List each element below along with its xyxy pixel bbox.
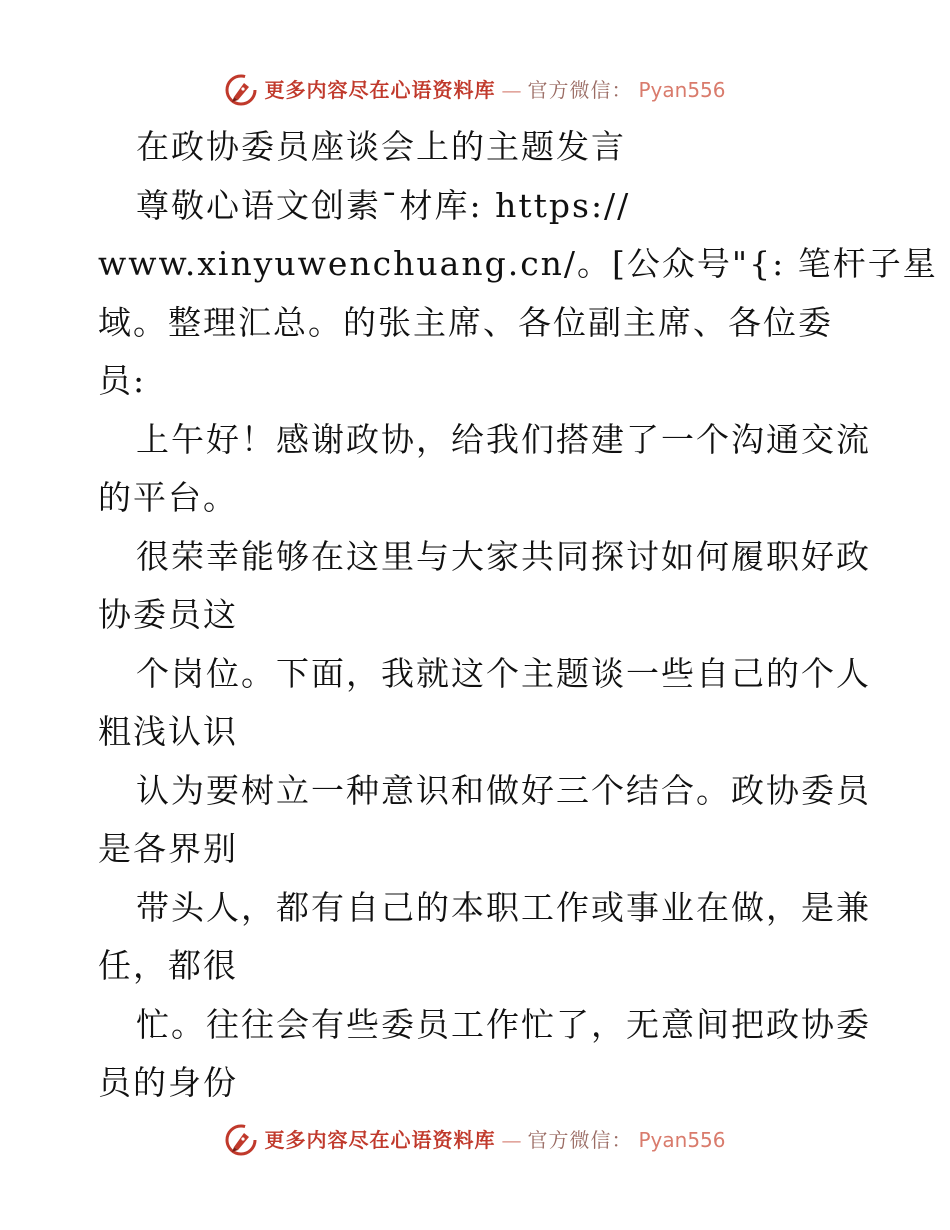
banner-wechat-id: Pyan556: [638, 1128, 726, 1152]
text-line: 协委员这: [98, 595, 238, 634]
text-line: 是各界别: [98, 829, 238, 868]
text-line: 忙。往往会有些委员工作忙了，无意间把政协委: [136, 1004, 871, 1044]
text-line: 粗浅认识: [98, 712, 238, 751]
text-line: www.xinyuwenchuang.cn/。[公众号"{: 笔杆子星: [98, 244, 938, 283]
header-banner: [0, 70, 950, 110]
banner-dash: —: [501, 78, 522, 102]
banner-wechat-label: 官方微信：: [527, 78, 633, 102]
text-line: 尊敬心语文创素¯材库: https://: [136, 185, 631, 225]
banner-wechat-label: 官方微信：: [527, 1128, 633, 1152]
pen-nib-logo-icon: [224, 73, 258, 107]
document-body: [98, 118, 938, 1113]
text-line: 很荣幸能够在这里与大家共同探讨如何履职好政: [136, 536, 871, 576]
document-title: 在政协委员座谈会上的主题发言: [136, 127, 626, 166]
text-line: 员:: [98, 361, 147, 400]
banner-wechat-id: Pyan556: [638, 78, 726, 102]
text-line: 上午好！感谢政协，给我们搭建了一个沟通交流: [136, 419, 871, 459]
text-line: 带头人，都有自己的本职工作或事业在做，是兼: [136, 887, 871, 927]
text-line: 员的身份: [98, 1063, 238, 1102]
text-line: 个岗位。下面，我就这个主题谈一些自己的个人: [136, 653, 871, 693]
banner-dash: —: [501, 1128, 522, 1152]
banner-main-text: 更多内容尽在心语资料库: [264, 1128, 496, 1152]
footer-banner-content: [224, 1123, 725, 1157]
text-line: 认为要树立一种意识和做好三个结合。政协委员: [136, 770, 871, 810]
text-line: 任，都很: [98, 946, 238, 985]
text-line: 域。整理汇总。的张主席、各位副主席、各位委: [98, 302, 833, 342]
banner-main-text: 更多内容尽在心语资料库: [264, 78, 496, 102]
header-banner-content: [224, 73, 725, 107]
pen-nib-logo-icon: [224, 1123, 258, 1157]
footer-banner: [0, 1120, 950, 1160]
text-line: 的平台。: [98, 478, 238, 517]
